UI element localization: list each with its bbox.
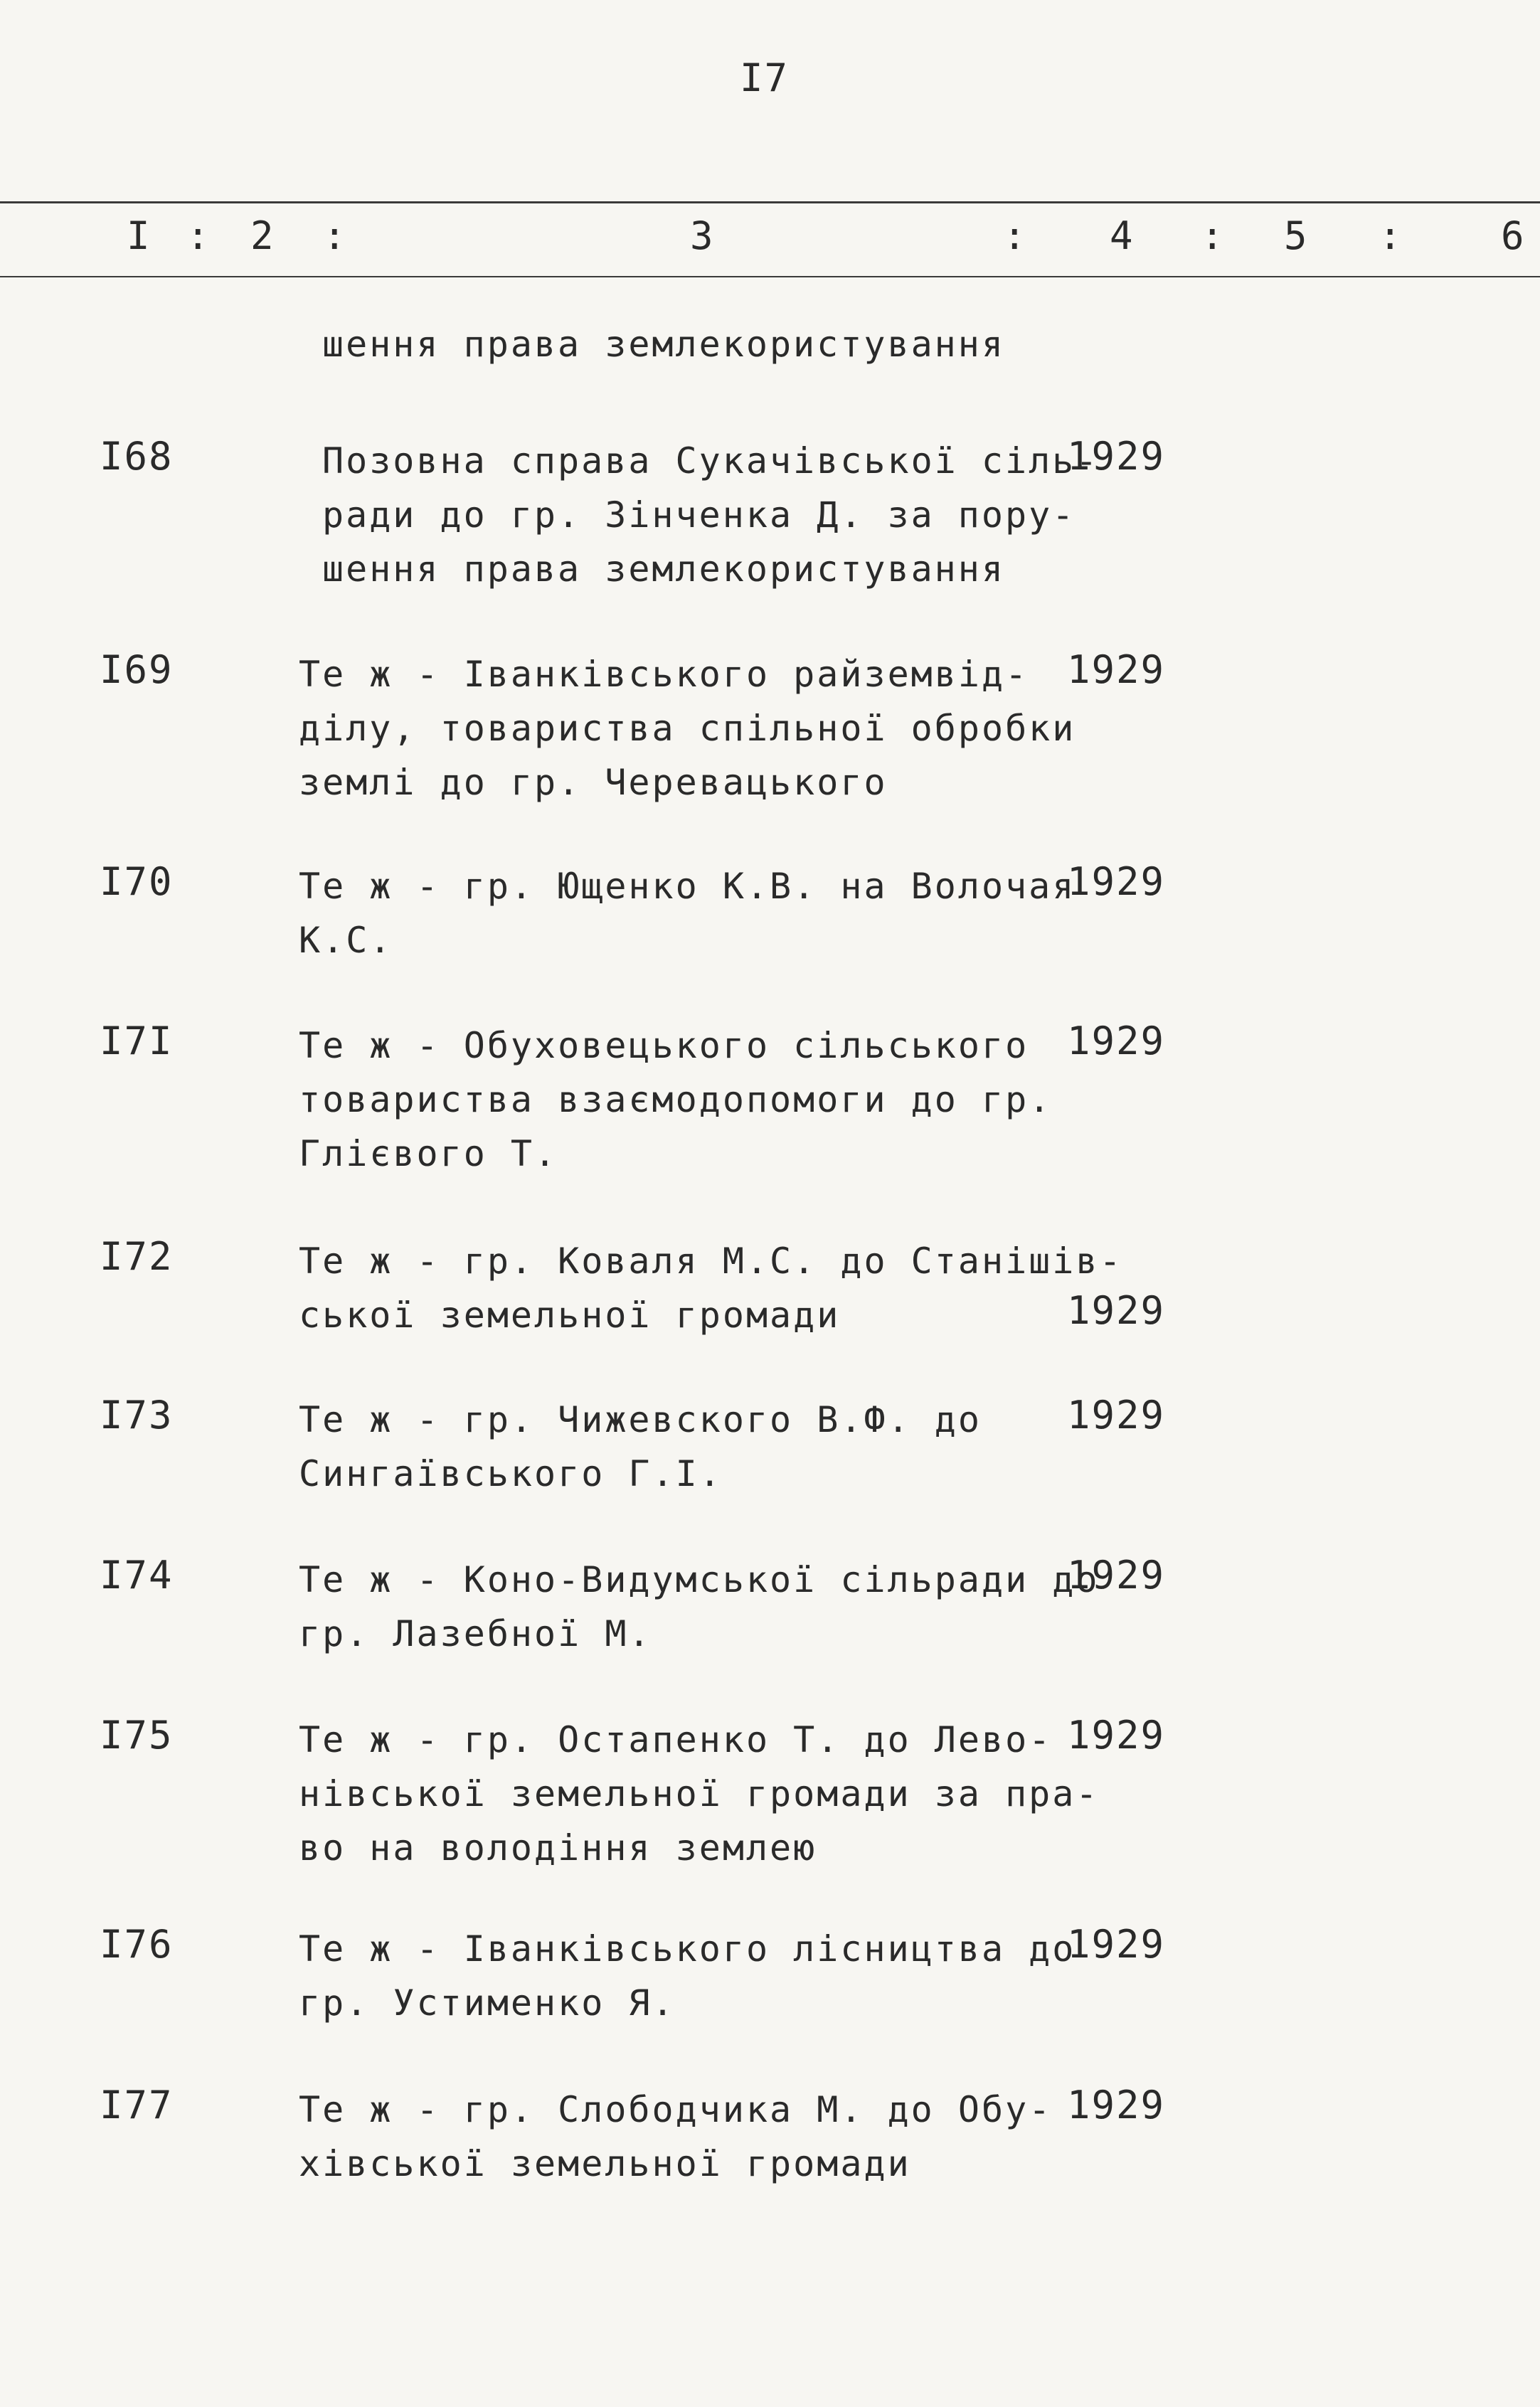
column-header-3: 3	[690, 213, 713, 258]
entry-year: 1929	[1067, 1393, 1166, 1438]
entry-description	[322, 434, 1100, 596]
entry-description	[299, 1553, 1100, 1661]
column-header-5: 5	[1284, 213, 1307, 258]
entry-number: I77	[100, 2083, 174, 2127]
entry-line: ділу, товариства спільної обробки	[299, 708, 1076, 749]
entry-line: Те ж - гр. Слободчика М. до Обу-	[299, 2089, 1053, 2130]
entry-description	[299, 1019, 1067, 1181]
entry-description	[299, 647, 1076, 809]
entry-line: Глієвого Т.	[299, 1133, 558, 1174]
entry-line: гр. Лазебної М.	[299, 1613, 652, 1654]
entry-line: Те ж - гр. Чижевского В.Ф. до	[299, 1399, 982, 1440]
column-header-2: 2	[250, 213, 274, 258]
entry-line: Те ж - Іванківського лісництва до	[299, 1928, 1076, 1970]
entry-year: 1929	[1067, 1922, 1166, 1967]
entry-line: К.С.	[299, 920, 393, 961]
column-separator: :	[1201, 213, 1224, 258]
entry-year: 1929	[1067, 1553, 1166, 1598]
entry-description	[299, 2083, 1067, 2191]
entry-year: 1929	[1067, 1019, 1166, 1063]
header-rule-top	[0, 201, 1540, 203]
entry-number: I70	[100, 859, 174, 904]
entry-description	[299, 1393, 1067, 1501]
entry-line: Те ж - гр. Коваля М.С. до Станішів-	[299, 1240, 1123, 1282]
entry-line: ської земельної громади	[299, 1295, 841, 1336]
entry-line: землі до гр. Черевацького	[299, 762, 888, 803]
column-header-4: 4	[1110, 213, 1133, 258]
header-rule-bottom	[0, 276, 1540, 277]
entry-line: Те ж - Коно-Видумської сільради до	[299, 1559, 1100, 1600]
entry-description	[299, 859, 1076, 967]
page-number: I7	[740, 55, 790, 100]
entry-line: ради до гр. Зінченка Д. за пору-	[322, 494, 1076, 536]
column-separator: :	[1003, 213, 1026, 258]
entry-description	[299, 1922, 1076, 2030]
entry-line: Те ж - гр. Ющенко К.В. на Волочая	[299, 866, 1076, 907]
entry-number: I7I	[100, 1019, 174, 1063]
entry-number: I73	[100, 1393, 174, 1438]
entry-number: I69	[100, 647, 174, 692]
entry-line: Позовна справа Сукачівської сіль-	[322, 440, 1100, 482]
entry-line: Те ж - Обуховецького сільського	[299, 1025, 1029, 1066]
entry-year: 1929	[1067, 859, 1166, 904]
entry-number: I68	[100, 434, 174, 479]
continuation-text: шення права землекористування	[322, 324, 1005, 365]
entry-line: Те ж - гр. Остапенко Т. до Лево-	[299, 1719, 1053, 1760]
entry-number: I76	[100, 1922, 174, 1967]
entry-description	[299, 1713, 1100, 1875]
entry-line: гр. Устименко Я.	[299, 1982, 676, 2024]
entry-year: 1929	[1067, 1713, 1166, 1758]
entry-number: I72	[100, 1234, 174, 1279]
entry-number: I74	[100, 1553, 174, 1598]
entry-line: шення права землекористування	[322, 548, 1005, 590]
column-header-6: 6	[1501, 213, 1524, 258]
entry-year: 1929	[1067, 647, 1166, 692]
entry-year: 1929	[1067, 434, 1166, 479]
entry-line: во на володіння землею	[299, 1827, 817, 1869]
column-separator: :	[1379, 213, 1402, 258]
column-separator: :	[186, 213, 210, 258]
entry-number: I75	[100, 1713, 174, 1758]
entry-line: Те ж - Іванківського райземвід-	[299, 654, 1029, 695]
column-header-1: I	[127, 213, 150, 258]
entry-line: хівської земельної громади	[299, 2143, 911, 2184]
entry-line: Сингаївського Г.І.	[299, 1453, 723, 1494]
column-separator: :	[323, 213, 346, 258]
entry-line: нівської земельної громади за пра-	[299, 1773, 1100, 1814]
entry-line: товариства взаємодопомоги до гр.	[299, 1079, 1053, 1120]
entry-year: 1929	[1067, 2083, 1166, 2127]
entry-year: 1929	[1067, 1288, 1166, 1333]
